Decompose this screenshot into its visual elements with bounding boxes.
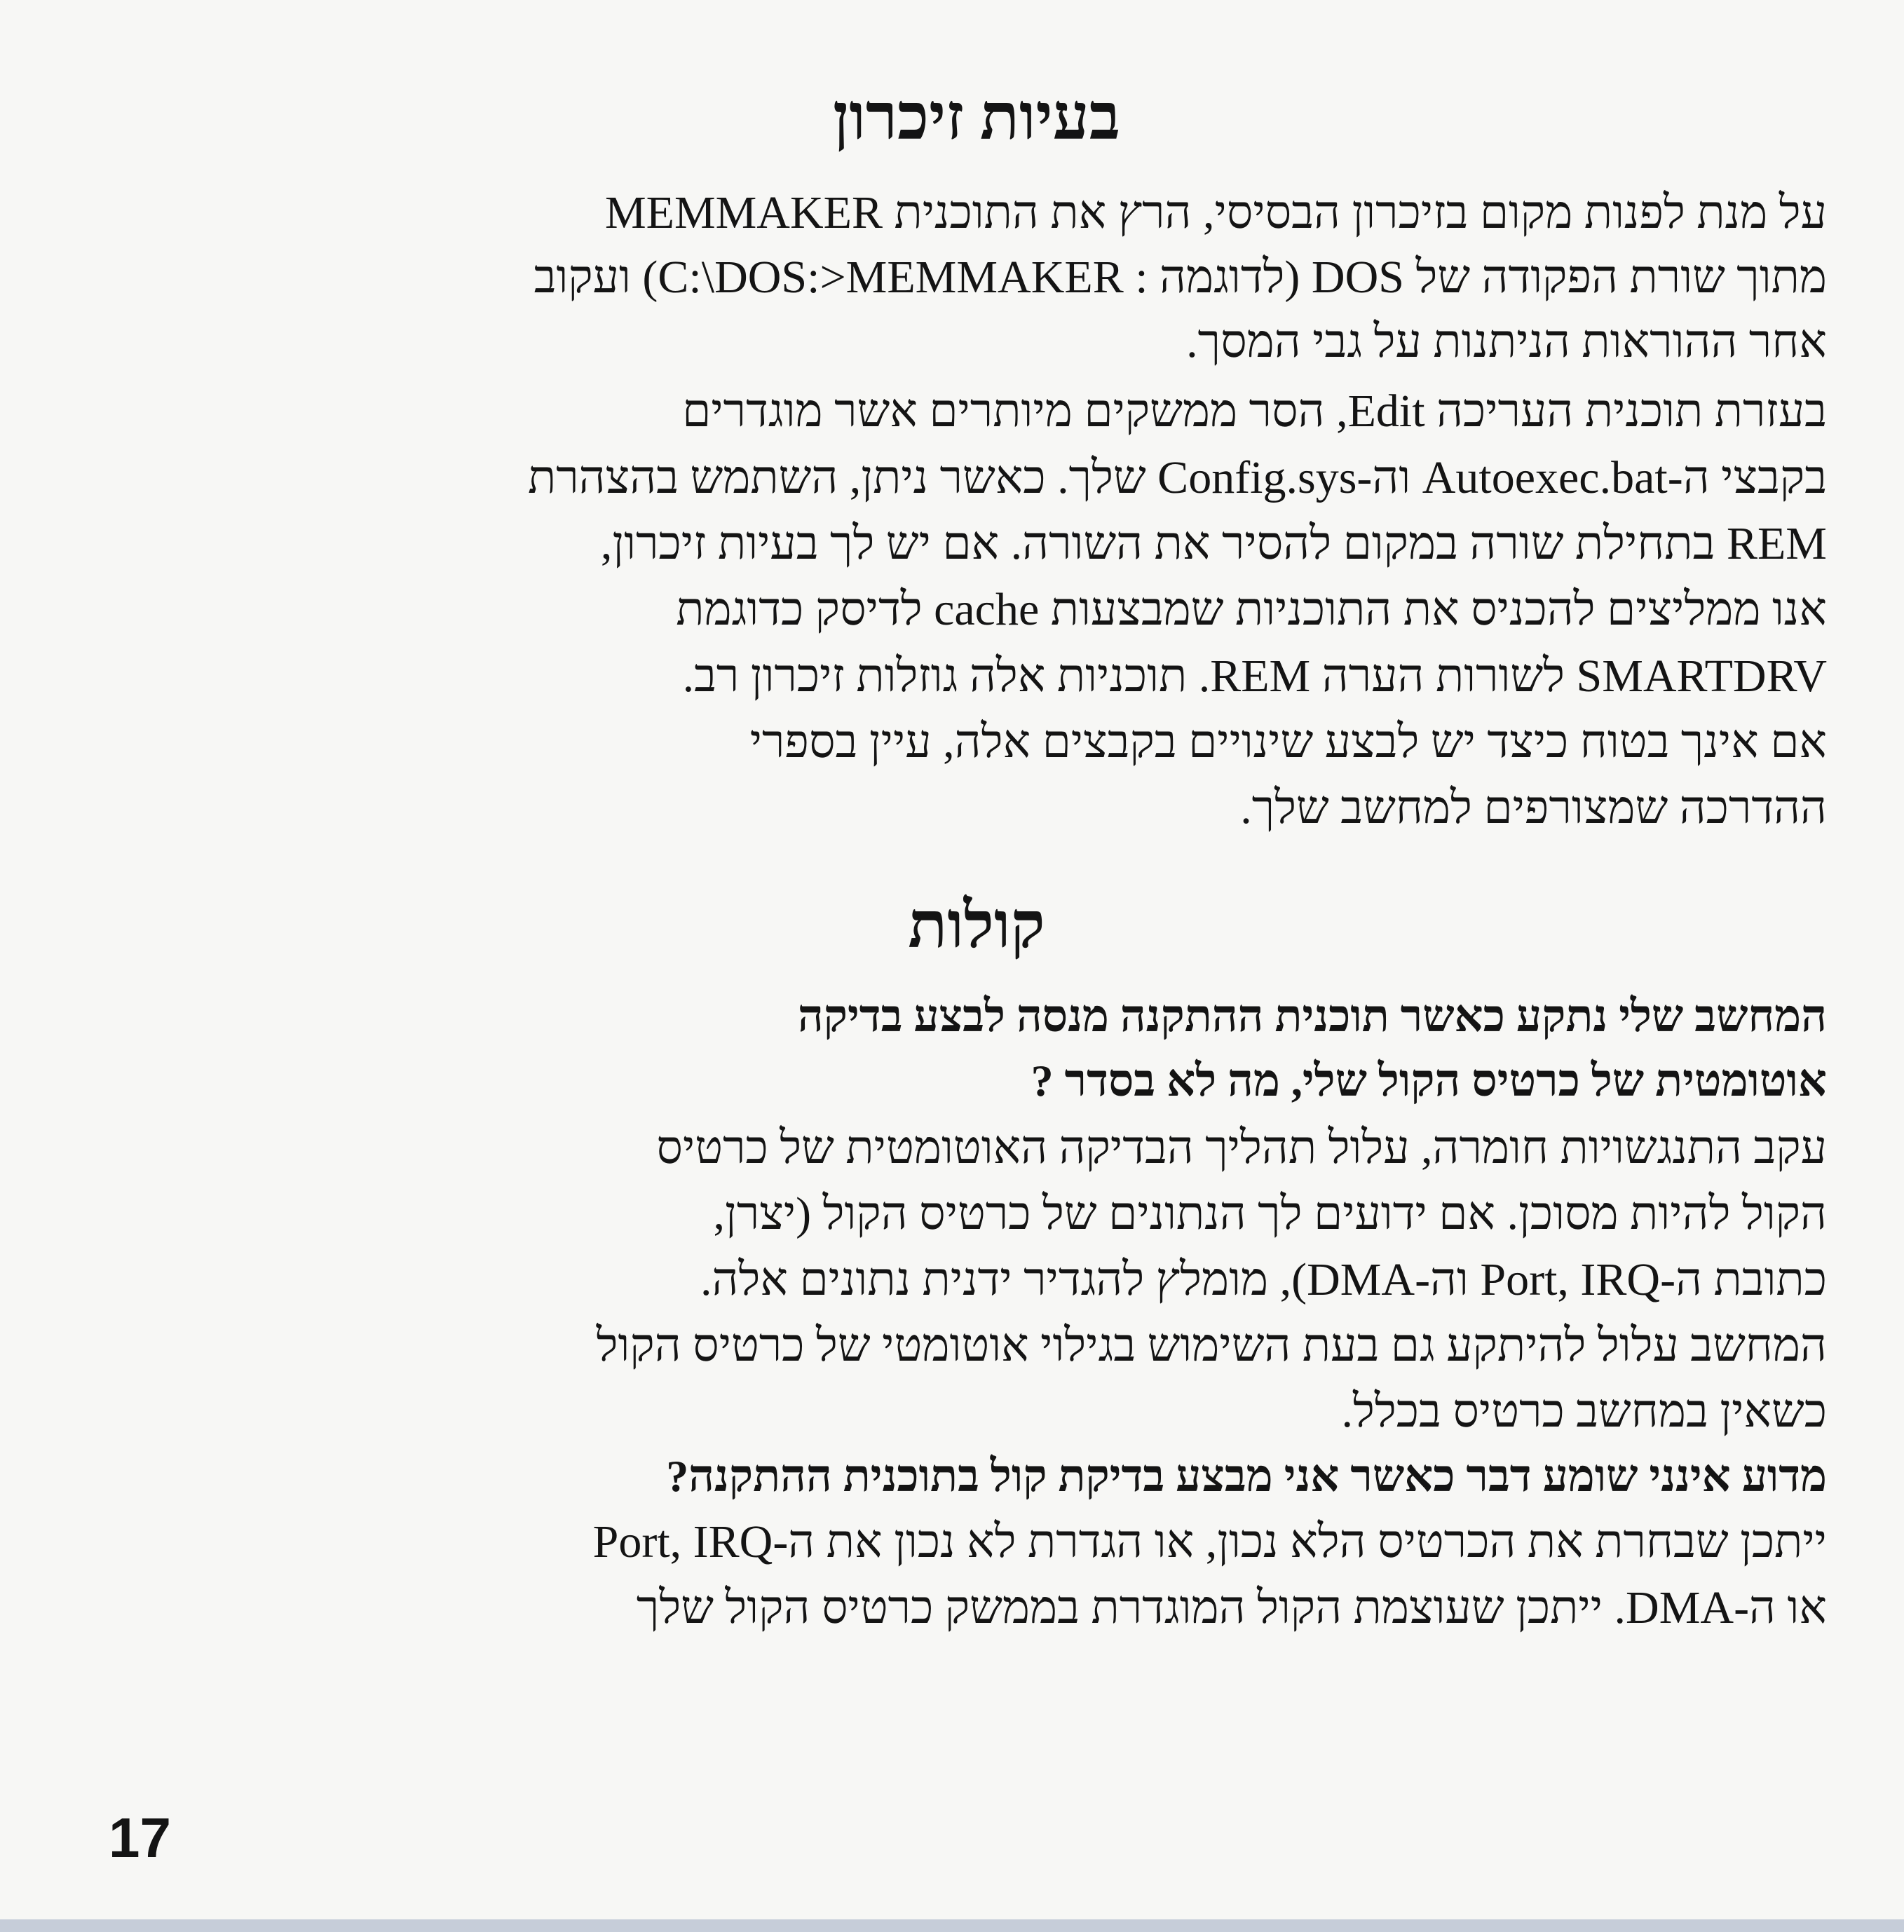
memory-text-line: SMARTDRV לשורות הערה REM. תוכניות אלה גוזלות זיכרון רב.	[682, 651, 1827, 702]
question-text-line: אוטומטית של כרטיס הקול שלי, מה לא בסדר ?	[1031, 1056, 1827, 1106]
memory-text-line: על מנת לפנות מקום בזיכרון הבסיסי, הרץ את התוכנית MEMMAKER	[604, 187, 1827, 238]
section-title-memory-problems: בעיות זיכרון	[832, 81, 1121, 153]
answer-text-line: ייתכן שבחרת את הכרטיס הלא נכון, או הגדרת לא נכון את ה-Port, IRQ	[592, 1516, 1827, 1567]
answer-text-line: הקול להיות מסוכן. אם ידועים לך הנתונים של כרטיס הקול (יצרן,	[713, 1188, 1827, 1239]
answer-text-line: המחשב עלול להיתקע גם בעת השימוש בגילוי אוטומטי של כרטיס הקול	[596, 1320, 1827, 1371]
memory-text-line: בעזרת תוכנית העריכה Edit, הסר ממשקים מיותרים אשר מוגדרים	[682, 386, 1827, 437]
page-number: 17	[109, 1807, 171, 1869]
question-text-line: המחשב שלי נתקע כאשר תוכנית ההתקנה מנסה לבצע בדיקה	[797, 991, 1827, 1041]
memory-text-line: אם אינך בטוח כיצד יש לבצע שינויים בקבצים אלה, עיין בספרי	[749, 716, 1827, 768]
section-title-sounds: קולות	[908, 890, 1045, 961]
question-text-line: מדוע אינני שומע דבר כאשר אני מבצע בדיקת קול בתוכנית ההתקנה?	[666, 1451, 1827, 1501]
answer-text-line: עקב התנגשויות חומרה, עלול תהליך הבדיקה האוטומטית של כרטיס	[656, 1122, 1827, 1174]
answer-text-line: כשאין במחשב כרטיס בכלל.	[1341, 1386, 1827, 1437]
memory-text-line: אנו ממליצים להכניס את התוכניות שמבצעות cache לדיסק כדוגמת	[676, 584, 1827, 635]
bottom-edge-divider	[0, 1919, 1904, 1932]
memory-text-line: REM בתחילת שורה במקום להסיר את השורה. אם יש לך בעיות זיכרון,	[600, 518, 1827, 569]
memory-text-line: ההדרכה שמצורפים למחשב שלך.	[1240, 782, 1827, 834]
memory-text-line: אחר ההוראות הניתנות על גבי המסך.	[1186, 316, 1827, 367]
answer-text-line: או ה-DMA. ייתכן שעוצמת הקול המוגדרת בממשק כרטיס הקול שלך	[636, 1582, 1827, 1633]
memory-text-line: מתוך שורת הפקודה של DOS (לדוגמה : C:\DOS:>MEMMAKER) ועקוב	[533, 252, 1827, 303]
memory-text-line: בקבצי ה-Autoexec.bat וה-Config.sys שלך. כאשר ניתן, השתמש בהצהרת	[528, 452, 1827, 503]
answer-text-line: כתובת ה-Port, IRQ וה-DMA), מומלץ להגדיר ידנית נתונים אלה.	[700, 1254, 1827, 1305]
